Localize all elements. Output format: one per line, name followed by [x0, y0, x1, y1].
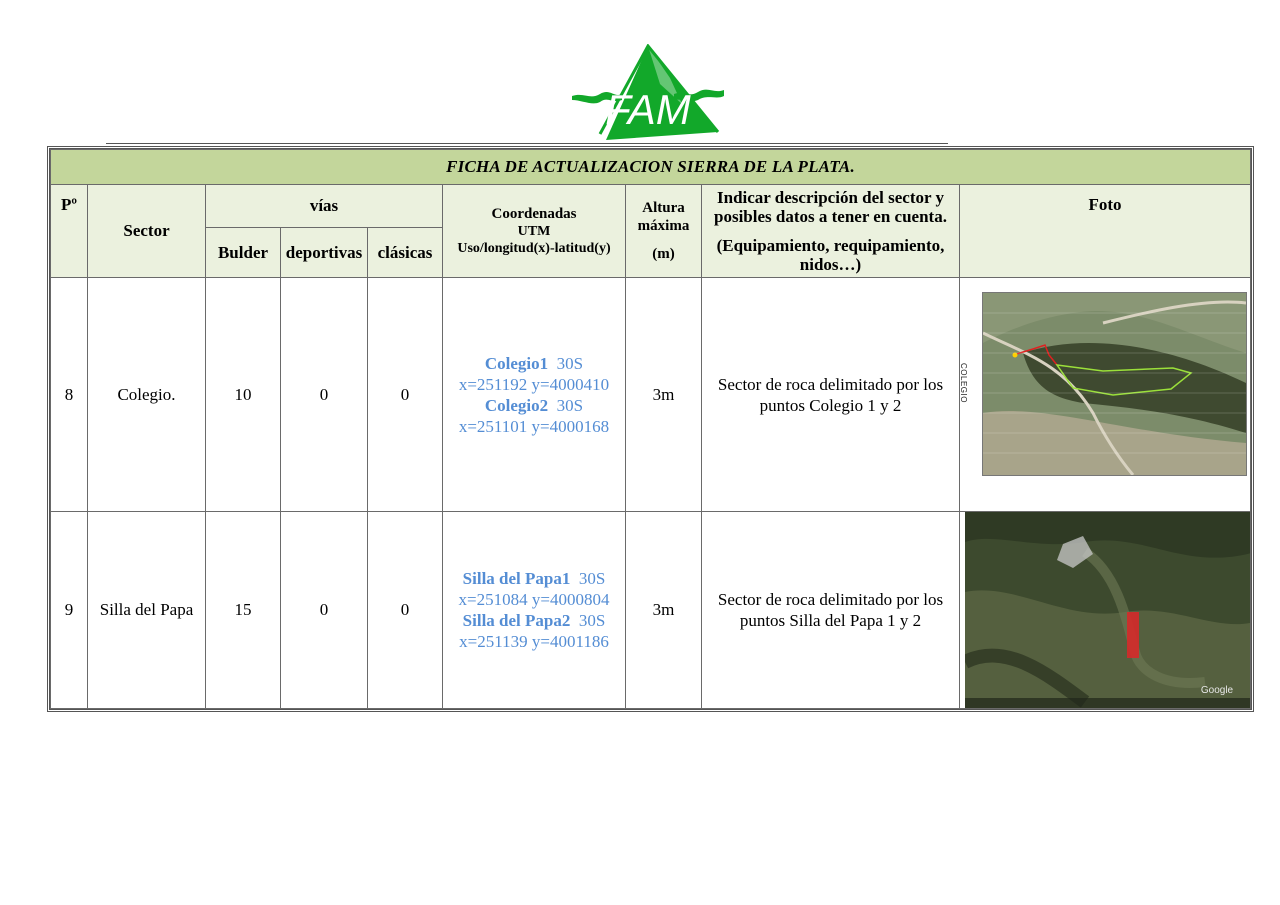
header-sector: Sector: [88, 185, 206, 278]
row-sector: Colegio.: [88, 278, 206, 512]
header-coordenadas: Coordenadas UTM Uso/longitud(x)-latitud(y): [443, 185, 626, 278]
row-bulder: 10: [206, 278, 281, 512]
row-foto: [960, 512, 1251, 709]
update-sheet: [47, 146, 1254, 712]
row-coordenadas: Colegio1 30S x=251192 y=4000410 Colegio2 30S x=251101 y=4000168: [443, 278, 626, 512]
header-foto: Foto: [960, 185, 1251, 278]
svg-text:FAM: FAM: [605, 86, 691, 133]
header-num: Pº: [51, 185, 88, 278]
row-deportivas: 0: [281, 512, 368, 709]
table-row: [51, 278, 1251, 512]
header-clasicas: clásicas: [368, 228, 443, 278]
header-vias: vías: [206, 185, 443, 228]
photo-label: COLEGIO: [959, 362, 968, 403]
row-bulder: 15: [206, 512, 281, 709]
google-watermark: Google: [1200, 685, 1234, 696]
satellite-photo-silla-del-papa: [965, 512, 1250, 708]
sector-table: [50, 149, 1251, 709]
row-num: 9: [51, 512, 88, 709]
header-altura: Altura máxima (m): [626, 185, 702, 278]
header-rule: [106, 143, 948, 144]
row-clasicas: 0: [368, 512, 443, 709]
satellite-photo-colegio: [982, 292, 1247, 476]
mountain-logo-icon: [570, 44, 726, 148]
row-sector: Silla del Papa: [88, 512, 206, 709]
row-descripcion: Sector de roca delimitado por los puntos Colegio 1 y 2: [702, 278, 960, 512]
row-descripcion: Sector de roca delimitado por los puntos Silla del Papa 1 y 2: [702, 512, 960, 709]
row-clasicas: 0: [368, 278, 443, 512]
fam-logo: [570, 44, 726, 148]
row-altura: 3m: [626, 278, 702, 512]
row-deportivas: 0: [281, 278, 368, 512]
row-altura: 3m: [626, 512, 702, 709]
row-coordenadas: Silla del Papa1 30S x=251084 y=4000804 Silla del Papa2 30S x=251139 y=4001186: [443, 512, 626, 709]
table-row: [51, 512, 1251, 709]
header-bulder: Bulder: [206, 228, 281, 278]
header-descripcion: Indicar descripción del sector y posibles datos a tener en cuenta. (Equipamiento, requipamiento, nidos…): [702, 185, 960, 278]
row-num: 8: [51, 278, 88, 512]
row-foto: [960, 278, 1251, 512]
table-title: FICHA DE ACTUALIZACION SIERRA DE LA PLATA.: [51, 150, 1251, 185]
header-deportivas: deportivas: [281, 228, 368, 278]
